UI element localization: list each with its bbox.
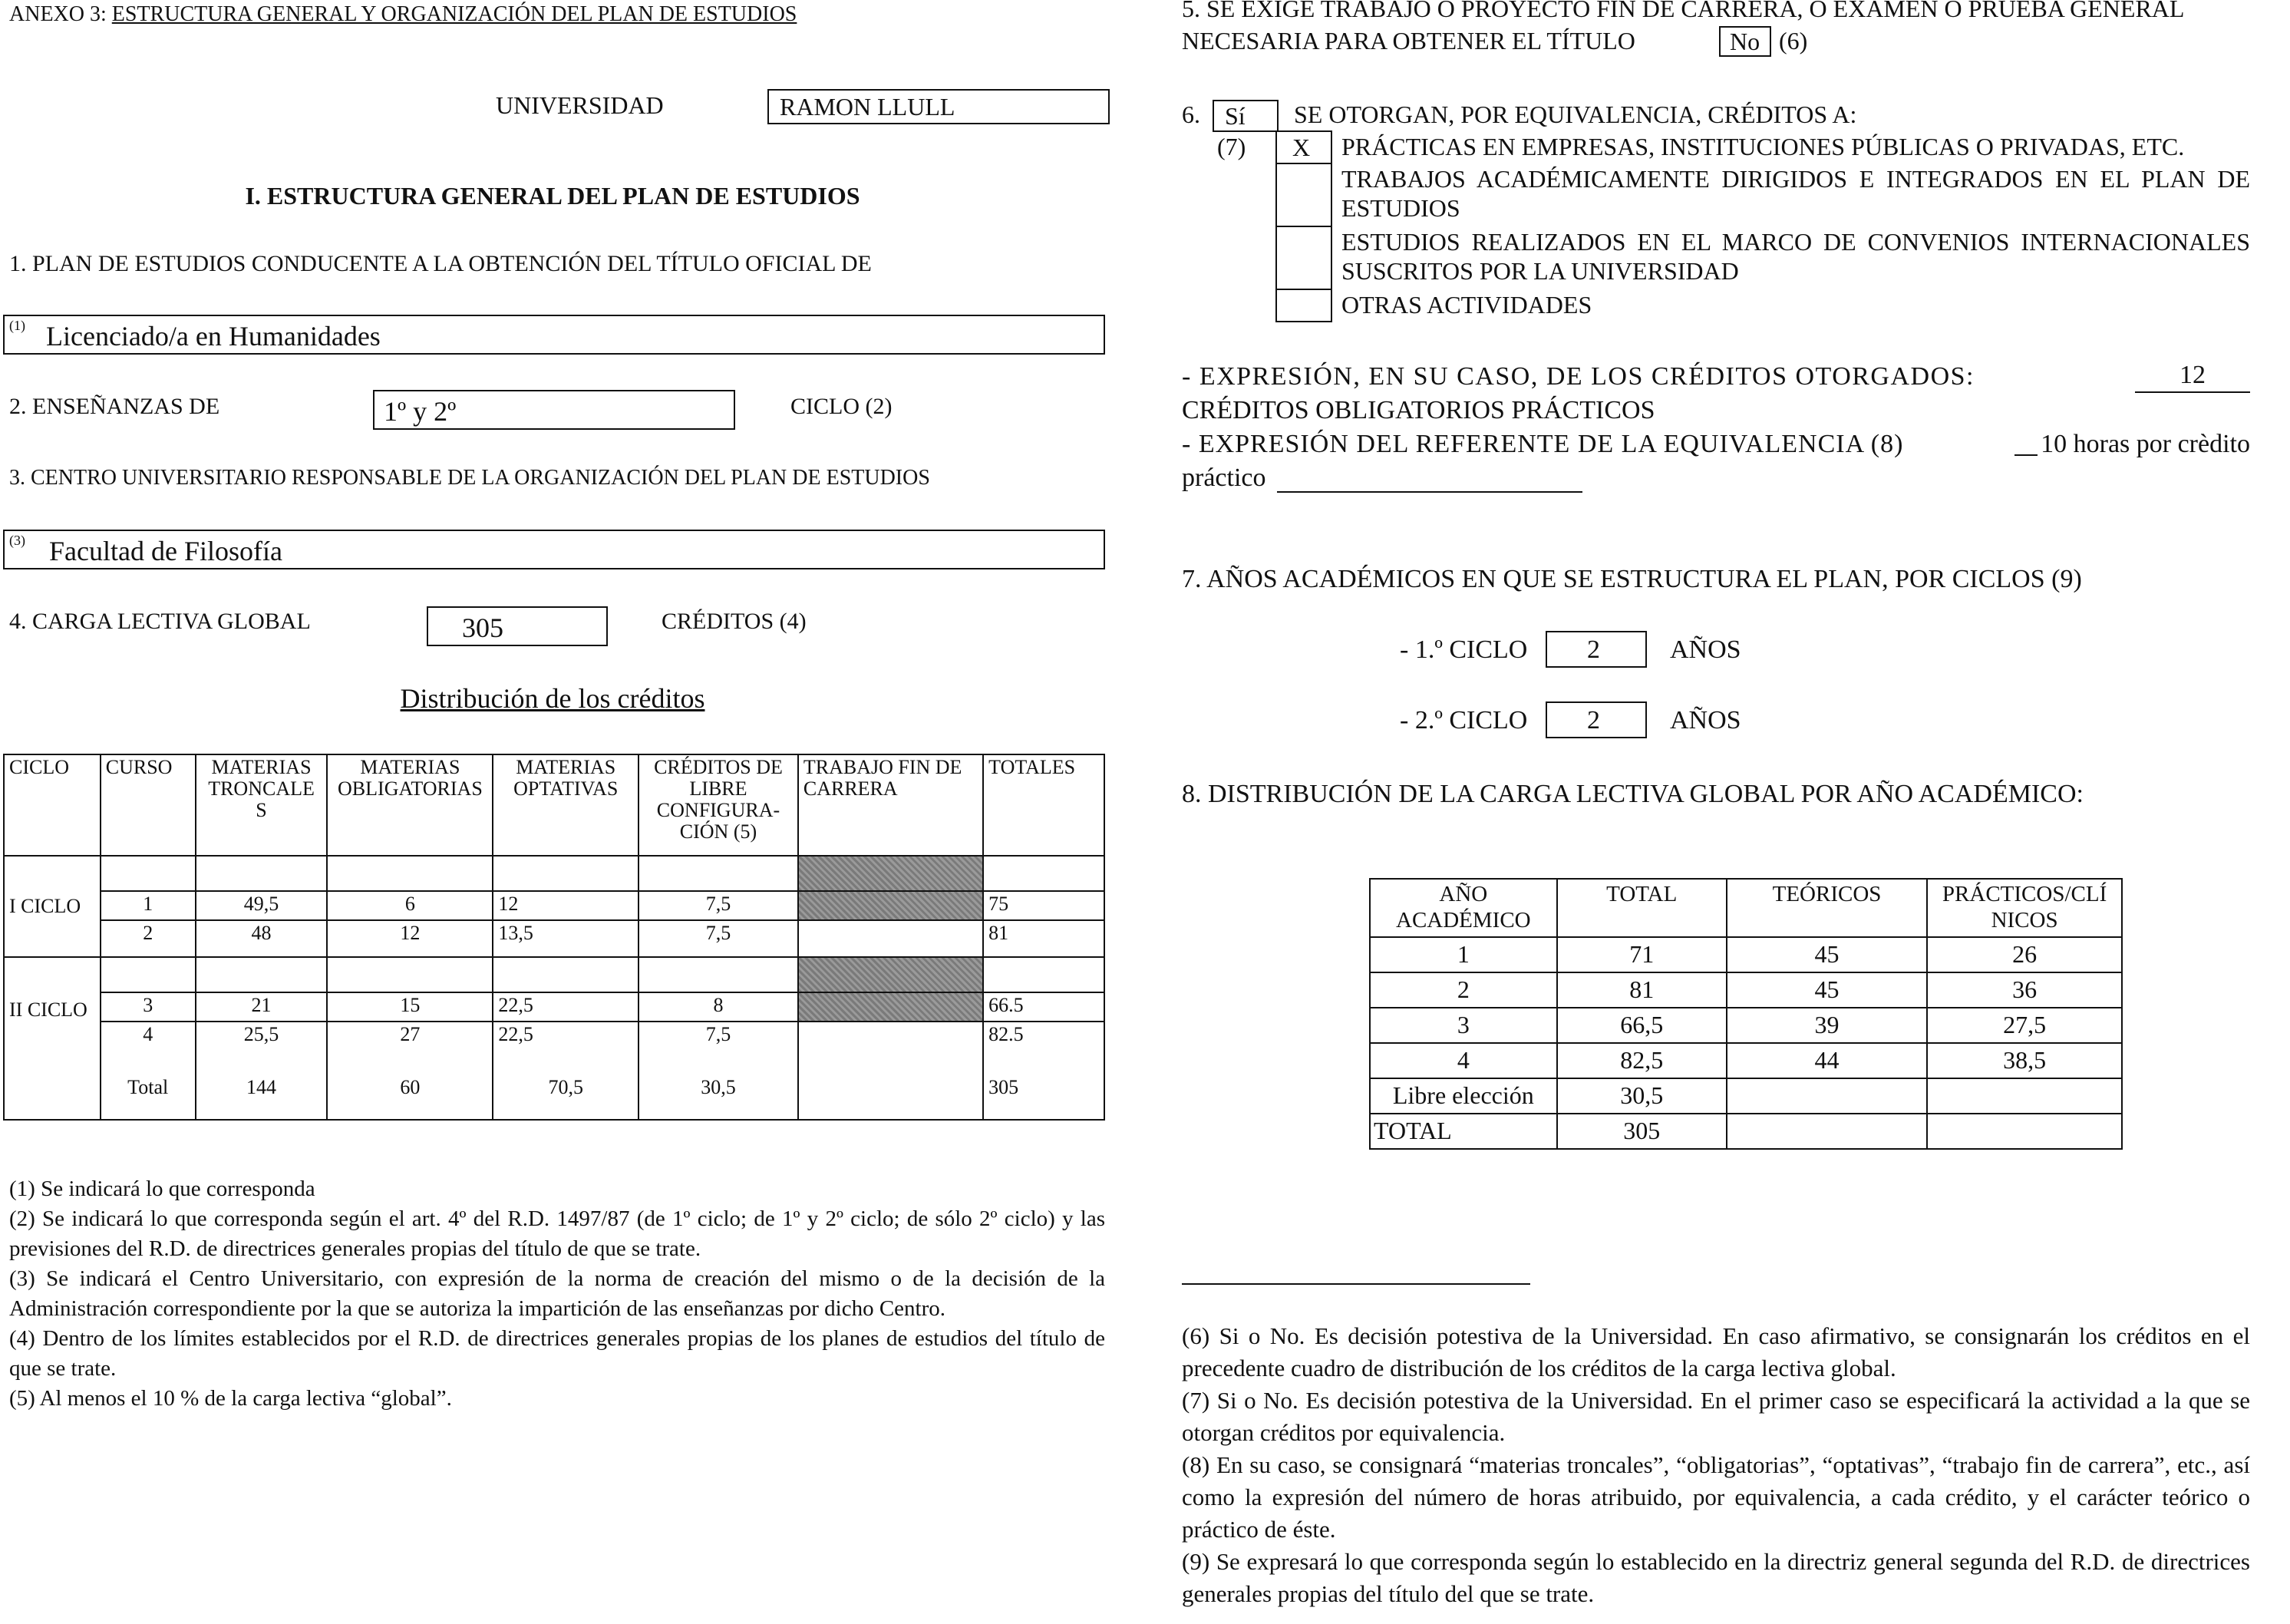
obligatorias-cell: 12 <box>327 920 493 957</box>
q5-line2: NECESARIA PARA OBTENER EL TÍTULO <box>1182 27 1635 54</box>
credit-distribution-table <box>3 754 1105 1121</box>
ano-cell: 1 <box>1370 937 1557 972</box>
practicos-cell: 36 <box>1927 972 2122 1008</box>
annex-label: ANEXO 3: <box>9 2 107 26</box>
expr2-continuation: práctico <box>1182 464 1266 492</box>
expr2-text: - EXPRESIÓN DEL REFERENTE DE LA EQUIVALENCIA (8) <box>1182 430 1904 458</box>
table-row <box>4 891 1104 920</box>
ciclo1-value: 2 <box>1587 635 1600 664</box>
ciclo-1-cell: I CICLO <box>4 856 101 957</box>
expr2-value-wrap <box>2014 428 2250 460</box>
header-trabajo: TRABAJO FIN DE CARRERA <box>798 754 983 856</box>
teoricos-cell: 45 <box>1727 937 1927 972</box>
q2-suffix: CICLO (2) <box>790 394 893 419</box>
troncales-cell: 21 <box>196 992 328 1022</box>
table-row <box>4 992 1104 1022</box>
expr1-value: 12 <box>2135 361 2250 393</box>
libre-cell: 7,5 <box>638 920 798 957</box>
option-label-otras: OTRAS ACTIVIDADES <box>1341 291 1592 319</box>
expr2-value: 10 horas por crèdito <box>2041 430 2250 458</box>
teoricos-cell <box>1727 1114 1927 1149</box>
q3-note: (3) <box>9 533 25 548</box>
q5-field <box>1719 26 1771 57</box>
table-row <box>4 957 1104 992</box>
total-cell: 81 <box>1557 972 1727 1008</box>
optativas-cell: 22,5 <box>493 992 638 1022</box>
footnote-separator <box>1182 1283 1530 1285</box>
obligatorias-cell: 6 <box>327 891 493 920</box>
annex-heading <box>9 2 797 28</box>
section-title: I. ESTRUCTURA GENERAL DEL PLAN DE ESTUDIOS <box>245 182 860 210</box>
expr1-continuation: CRÉDITOS OBLIGATORIOS PRÁCTICOS <box>1182 396 1655 424</box>
q5-line1: 5. SE EXIGE TRABAJO O PROYECTO FIN DE CARRERA, O EXAMEN O PRUEBA GENERAL <box>1182 0 2185 22</box>
q4-label: 4. CARGA LECTIVA GLOBAL <box>9 609 311 634</box>
libre-cell: 7,5 <box>638 1022 798 1055</box>
optativas-cell: 13,5 <box>493 920 638 957</box>
obligatorias-cell: 27 <box>327 1022 493 1055</box>
table-row <box>1370 1008 2122 1043</box>
q6-note: (7) <box>1217 133 1246 160</box>
expr1-line <box>1182 361 2250 393</box>
header-curso: CURSO <box>101 754 196 856</box>
titulo-field <box>3 315 1105 355</box>
ciclo1-anos: AÑOS <box>1670 635 1741 664</box>
universidad-value: RAMON LLULL <box>780 93 955 120</box>
curso-cell: 3 <box>101 992 196 1022</box>
optativas-cell: 22,5 <box>493 1022 638 1055</box>
footnote: (7) Si o No. Es decisión potestiva de la Universidad. En el primer caso se especificará la actividad a la que se otorgan créditos por equivalencia. <box>1182 1387 2250 1446</box>
q6-field <box>1213 100 1279 132</box>
table-row <box>1370 1043 2122 1078</box>
header-ciclo: CICLO <box>4 754 101 856</box>
libre-cell: 8 <box>638 992 798 1022</box>
footnote: (9) Se expresará lo que corresponda según lo establecido en la directriz general segunda del R.D. de directrices generales propias del título del que se trate. <box>1182 1548 2250 1607</box>
teoricos-cell: 45 <box>1727 972 1927 1008</box>
carga-value: 305 <box>462 612 503 643</box>
option-label-estudios: ESTUDIOS REALIZADOS EN EL MARCO DE CONVENIOS INTERNACIONALES SUSCRITOS POR LA UNIVERSIDAD <box>1341 228 2250 285</box>
total-cell: 71 <box>1557 937 1727 972</box>
footnote: (8) En su caso, se consignará “materias troncales”, “obligatorias”, “optativas”, “trabajo fin de carrera”, etc., así como la expresión del número de horas atribuido, por equivalencia, a cada crédito, y el carácter teórico o práctico de éste. <box>1182 1451 2250 1543</box>
q5-note: (6) <box>1779 27 1808 54</box>
option-label-trabajos: TRABAJOS ACADÉMICAMENTE DIRIGIDOS E INTEGRADOS EN EL PLAN DE ESTUDIOS <box>1341 165 2250 222</box>
q7-label: 7. AÑOS ACADÉMICOS EN QUE SE ESTRUCTURA EL PLAN, POR CICLOS (9) <box>1182 565 2082 593</box>
footnote: (6) Si o No. Es decisión potestiva de la Universidad. En caso afirmativo, se consignarán los créditos en el precedente cuadro de distribución de los créditos de la carga lectiva global. <box>1182 1322 2250 1381</box>
total-cell: 82,5 <box>1557 1043 1727 1078</box>
q6-value: Sí <box>1225 102 1246 130</box>
header-libre: CRÉDITOS DE LIBRE CONFIGURA- CIÓN (5) <box>638 754 798 856</box>
table-row <box>1370 937 2122 972</box>
ciclo2-anos: AÑOS <box>1670 706 1741 734</box>
practicos-cell: 26 <box>1927 937 2122 972</box>
practicos-cell: 27,5 <box>1927 1008 2122 1043</box>
q8-label: 8. DISTRIBUCIÓN DE LA CARGA LECTIVA GLOBAL POR AÑO ACADÉMICO: <box>1182 780 2084 808</box>
total-cell: 305 <box>1557 1114 1727 1149</box>
obligatorias-cell: 15 <box>327 992 493 1022</box>
shaded-cell <box>798 992 983 1022</box>
ciclo-2-cell: II CICLO <box>4 957 101 1120</box>
total-cell: 66,5 <box>1557 1008 1727 1043</box>
q3-label: 3. CENTRO UNIVERSITARIO RESPONSABLE DE LA ORGANIZACIÓN DEL PLAN DE ESTUDIOS <box>9 466 930 490</box>
q5-value: No <box>1730 28 1760 55</box>
shaded-cell <box>798 856 983 891</box>
obligatorias-cell: 60 <box>327 1055 493 1120</box>
ciclo2-field <box>1546 701 1647 738</box>
totales-cell: 66.5 <box>983 992 1104 1022</box>
troncales-cell: 25,5 <box>196 1022 328 1055</box>
practicos-cell <box>1927 1114 2122 1149</box>
q1-label: 1. PLAN DE ESTUDIOS CONDUCENTE A LA OBTENCIÓN DEL TÍTULO OFICIAL DE <box>9 251 872 276</box>
ano-cell: Libre elección <box>1370 1078 1557 1114</box>
centro-value: Facultad de Filosofía <box>49 536 282 566</box>
header-troncales: MATERIAS TRONCALE S <box>196 754 328 856</box>
option-mark: X <box>1292 134 1311 161</box>
right-footnotes <box>1182 1320 2250 1610</box>
ensenanzas-field <box>373 390 735 430</box>
practicos-cell: 38,5 <box>1927 1043 2122 1078</box>
teoricos-cell: 39 <box>1727 1008 1927 1043</box>
ensenanzas-value: 1º y 2º <box>384 396 457 427</box>
q1-note: (1) <box>9 318 25 333</box>
ciclo2-value: 2 <box>1587 706 1600 734</box>
ano-cell: 4 <box>1370 1043 1557 1078</box>
q6-label: 6. <box>1182 101 1200 128</box>
footnote: (1) Se indicará lo que corresponda <box>9 1177 315 1201</box>
option-checkbox-estudios[interactable] <box>1275 226 1332 290</box>
annex-title: ESTRUCTURA GENERAL Y ORGANIZACIÓN DEL PLAN DE ESTUDIOS <box>111 2 797 26</box>
footnote: (3) Se indicará el Centro Universitario, con expresión de la norma de creación del mismo o de la decisión de la Administración correspondiente por la que se autoriza la impartición de las enseñanzas por dicho Centro. <box>9 1266 1105 1321</box>
option-checkbox-otras[interactable] <box>1275 289 1332 322</box>
dist-title: Distribución de los créditos <box>400 683 705 714</box>
table-header-row <box>1370 879 2122 937</box>
table-row <box>4 1022 1104 1055</box>
ano-cell: 2 <box>1370 972 1557 1008</box>
totales-cell: 81 <box>983 920 1104 957</box>
universidad-label: UNIVERSIDAD <box>496 91 664 119</box>
ano-cell: 3 <box>1370 1008 1557 1043</box>
header-teoricos: TEÓRICOS <box>1727 879 1927 937</box>
ano-cell: TOTAL <box>1370 1114 1557 1149</box>
shaded-cell <box>798 891 983 920</box>
option-label-practicas: PRÁCTICAS EN EMPRESAS, INSTITUCIONES PÚBLICAS O PRIVADAS, ETC. <box>1341 133 2185 160</box>
table-row <box>4 856 1104 891</box>
option-checkbox-practicas[interactable] <box>1275 130 1332 164</box>
totales-cell: 75 <box>983 891 1104 920</box>
footnote: (4) Dentro de los límites establecidos por el R.D. de directrices generales propias de los planes de estudios del título de que se trate. <box>9 1326 1105 1381</box>
teoricos-cell <box>1727 1078 1927 1114</box>
header-optativas: MATERIAS OPTATIVAS <box>493 754 638 856</box>
table-total-row <box>4 1055 1104 1120</box>
expr2-line <box>1182 428 2250 460</box>
universidad-field <box>767 89 1110 124</box>
q4-suffix: CRÉDITOS (4) <box>662 609 807 634</box>
footnote: (5) Al menos el 10 % de la carga lectiva “global”. <box>9 1386 452 1411</box>
curso-cell: 1 <box>101 891 196 920</box>
header-obligatorias: MATERIAS OBLIGATORIAS <box>327 754 493 856</box>
total-cell: 30,5 <box>1557 1078 1727 1114</box>
curso-cell: 2 <box>101 920 196 957</box>
totales-cell: 305 <box>983 1055 1104 1120</box>
troncales-cell: 49,5 <box>196 891 328 920</box>
ciclo1-field <box>1546 631 1647 668</box>
libre-cell: 7,5 <box>638 891 798 920</box>
header-ano: AÑO ACADÉMICO <box>1370 879 1557 937</box>
header-total: TOTAL <box>1557 879 1727 937</box>
year-distribution-table <box>1369 878 2123 1150</box>
carga-field <box>427 606 608 646</box>
shaded-cell <box>798 957 983 992</box>
titulo-value: Licenciado/a en Humanidades <box>46 321 381 352</box>
table-header-row <box>4 754 1104 856</box>
troncales-cell: 48 <box>196 920 328 957</box>
left-footnotes <box>9 1174 1105 1414</box>
totales-cell: 82.5 <box>983 1022 1104 1055</box>
optativas-cell: 70,5 <box>493 1055 638 1120</box>
option-checkbox-trabajos[interactable] <box>1275 163 1332 227</box>
ciclo1-label: - 1.º CICLO <box>1400 635 1528 664</box>
curso-cell: Total <box>101 1055 196 1120</box>
curso-cell: 4 <box>101 1022 196 1055</box>
troncales-cell: 144 <box>196 1055 328 1120</box>
q2-label: 2. ENSEÑANZAS DE <box>9 394 220 419</box>
practicos-cell <box>1927 1078 2122 1114</box>
table-row <box>1370 1078 2122 1114</box>
q6-text: SE OTORGAN, POR EQUIVALENCIA, CRÉDITOS A: <box>1294 101 1857 128</box>
expr1-text: - EXPRESIÓN, EN SU CASO, DE LOS CRÉDITOS OTORGADOS: <box>1182 362 1975 391</box>
footnote: (2) Se indicará lo que corresponda según el art. 4º del R.D. 1497/87 (de 1º ciclo; de 1º y 2º ciclo; de sólo 2º ciclo) y las previsiones del R.D. de directrices generales propias del título de que se trate. <box>9 1206 1105 1261</box>
table-row <box>4 920 1104 957</box>
ciclo2-label: - 2.º CICLO <box>1400 706 1528 734</box>
header-practicos: PRÁCTICOS/CLÍ NICOS <box>1927 879 2122 937</box>
teoricos-cell: 44 <box>1727 1043 1927 1078</box>
libre-cell: 30,5 <box>638 1055 798 1120</box>
blank-underline <box>1277 491 1582 493</box>
table-total-row <box>1370 1114 2122 1149</box>
table-row <box>1370 972 2122 1008</box>
header-totales: TOTALES <box>983 754 1104 856</box>
optativas-cell: 12 <box>493 891 638 920</box>
centro-field <box>3 530 1105 569</box>
